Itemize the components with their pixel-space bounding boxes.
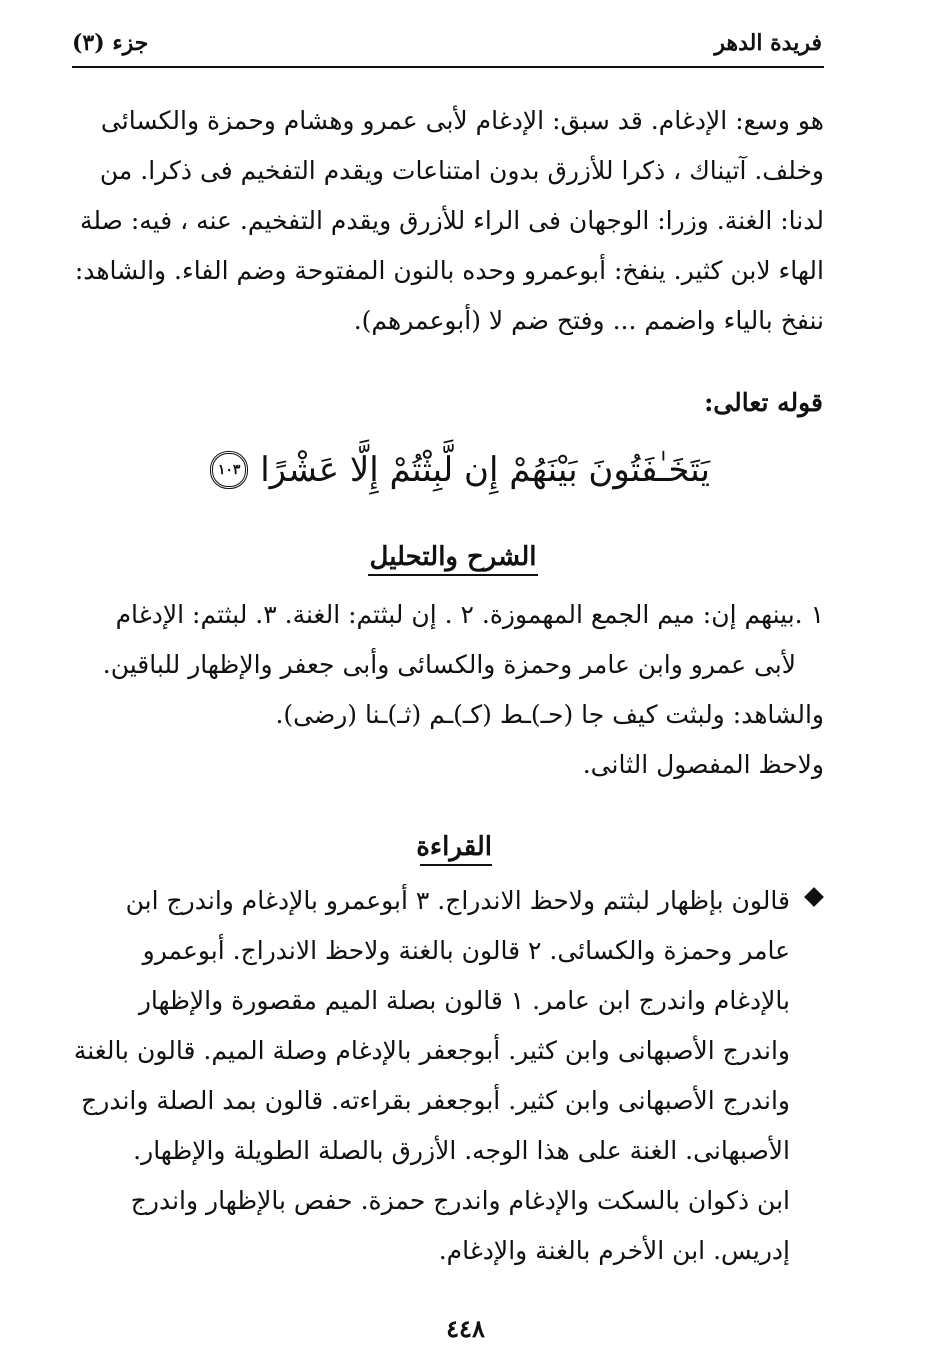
qiraa-heading — [416, 832, 492, 866]
ayah-number: ١٠٣ — [217, 462, 241, 478]
ayah-number-marker — [210, 451, 248, 489]
sharh-paragraph — [72, 590, 824, 790]
text-line: ننفخ بالياء واضمم ... وفتح ضم لا (أبوعمرهم). — [353, 306, 824, 335]
text-line: الأصبهانى. الغنة على هذا الوجه. الأزرق بالصلة الطويلة والإظهار. — [133, 1136, 790, 1165]
running-header — [72, 22, 822, 66]
sharh-heading-text: الشرح والتحليل — [369, 542, 537, 572]
text-line: واندرج الأصبهانى وابن كثير. أبوجعفر بالإدغام وصلة الميم. قالون بالغنة — [73, 1036, 790, 1065]
text-line: ابن ذكوان بالسكت والإدغام واندرج حمزة. حفص بالإظهار واندرج — [130, 1186, 790, 1215]
text-line: والشاهد: ولبثت كيف جا (حـ)ـط (كـ)ـم (ثـ)ـنا (رضى). — [275, 700, 824, 729]
part-label: جزء (٣) — [72, 30, 149, 56]
text-line: وخلف. آتيناك ، ذكرا للأزرق بدون امتناعات ويقدم التفخيم فى ذكرا. من — [99, 156, 824, 185]
text-line: هو وسع: الإدغام. قد سبق: الإدغام لأبى عمرو وهشام وحمزة والكسائى — [100, 106, 824, 135]
qiraa-heading-text: القراءة — [416, 832, 492, 862]
text-line: لأبى عمرو وابن عامر وحمزة والكسائى وأبى جعفر والإظهار للباقين. — [102, 650, 796, 679]
verse-text: يَتَخَـٰفَتُونَ بَيْنَهُمْ إِن لَّبِثْتُمْ إِلَّا عَشْرًا — [260, 450, 710, 490]
text-line: واندرج الأصبهانى وابن كثير. أبوجعفر بقراءته. قالون بمد الصلة واندرج — [81, 1086, 790, 1115]
text-line: بالإدغام واندرج ابن عامر. ١ قالون بصلة الميم مقصورة والإظهار — [138, 986, 790, 1015]
text-line: قالون بإظهار لبثتم ولاحظ الاندراج. ٣ أبوعمرو بالإدغام واندرج ابن — [125, 886, 790, 915]
qiraa-paragraph — [72, 876, 824, 1276]
text-line: عامر وحمزة والكسائى. ٢ قالون بالغنة ولاحظ الاندراج. أبوعمرو — [142, 936, 790, 965]
heading-underline — [368, 574, 538, 576]
text-line: إدريس. ابن الأخرم بالغنة والإدغام. — [438, 1236, 790, 1265]
book-title: فريدة الدهر — [714, 30, 822, 56]
text-line: الهاء لابن كثير. ينفخ: أبوعمرو وحده بالنون المفتوحة وضم الفاء. والشاهد: — [74, 256, 824, 285]
header-rule — [72, 66, 824, 68]
heading-underline — [420, 864, 492, 866]
intro-paragraph — [72, 96, 824, 346]
page-number: ٤٤٨ — [446, 1314, 485, 1343]
text-line: لدنا: الغنة. وزرا: الوجهان فى الراء للأزرق ويقدم التفخيم. عنه ، فيه: صلة — [79, 206, 824, 235]
verse-block — [210, 440, 710, 500]
text-line: ولاحظ المفصول الثانى. — [582, 750, 824, 779]
text-line: ١ .بينهم إن: ميم الجمع المهموزة. ٢ . إن لبثتم: الغنة. ٣. لبثتم: الإدغام — [115, 600, 824, 629]
sharh-heading — [368, 542, 538, 576]
quote-intro: قوله تعالى: — [704, 388, 823, 417]
